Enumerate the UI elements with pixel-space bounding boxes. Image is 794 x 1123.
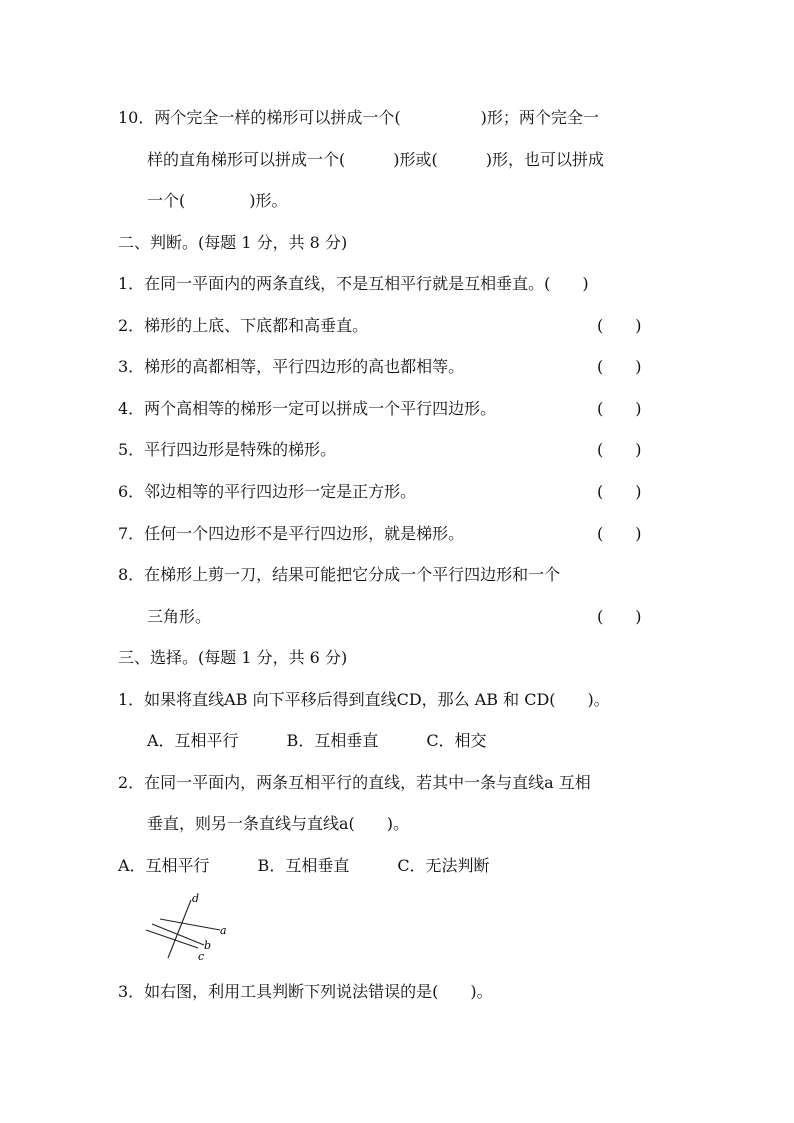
judge-item-7: 7．任何一个四边形不是平行四边形，就是梯形。 [118,524,465,543]
q10-line-2: 样的直角梯形可以拼成一个( )形或( )形，也可以拼成 [147,150,604,169]
q10-line-1: 10．两个完全一样的梯形可以拼成一个( )形；两个完全一 [118,108,599,127]
line-d [168,900,191,958]
choice-q2-options: A．互相平行 B．互相垂直 C．无法判断 [118,856,490,875]
q10-line-3: 一个( )形。 [147,191,288,210]
judge-answer-bracket-3: ( ) [597,357,642,376]
lines-figure [140,888,240,964]
judge-answer-bracket-8: ( ) [597,607,642,626]
choice-q1: 1．如果将直线AB 向下平移后得到直线CD，那么 AB 和 CD( )。 [118,690,610,709]
judge-answer-bracket-2: ( ) [597,316,642,335]
choice-q2-line-2: 垂直，则另一条直线与直线a( )。 [147,814,410,833]
label-a: a [220,924,227,937]
section-heading-choice: 三、选择。(每题 1 分，共 6 分) [118,648,348,667]
judge-item-8-line-1: 8．在梯形上剪一刀，结果可能把它分成一个平行四边形和一个 [118,565,561,584]
judge-answer-bracket-5: ( ) [597,440,642,459]
judge-item-4: 4．两个高相等的梯形一定可以拼成一个平行四边形。 [118,399,497,418]
judge-item-3: 3．梯形的高都相等，平行四边形的高也都相等。 [118,357,465,376]
choice-q1-options: A．互相平行 B．互相垂直 C．相交 [147,731,487,750]
choice-q2-line-1: 2．在同一平面内，两条互相平行的直线，若其中一条与直线a 互相 [118,773,591,792]
line-a [160,919,220,930]
judge-item-6: 6．邻边相等的平行四边形一定是正方形。 [118,482,417,501]
judge-item-2: 2．梯形的上底、下底都和高垂直。 [118,316,369,335]
judge-item-1: 1．在同一平面内的两条直线，不是互相平行就是互相垂直。( ) [118,274,589,293]
judge-answer-bracket-6: ( ) [597,482,642,501]
judge-item-5: 5．平行四边形是特殊的梯形。 [118,440,337,459]
label-d: d [192,892,200,905]
choice-q3: 3．如右图，利用工具判断下列说法错误的是( )。 [118,982,493,1001]
label-c: c [198,950,205,963]
judge-answer-bracket-4: ( ) [597,399,642,418]
label-b: b [204,939,212,952]
judge-item-8-line-2: 三角形。 [147,607,212,626]
judge-answer-bracket-7: ( ) [597,524,642,543]
section-heading-judge: 二、判断。(每题 1 分，共 8 分) [118,233,348,252]
